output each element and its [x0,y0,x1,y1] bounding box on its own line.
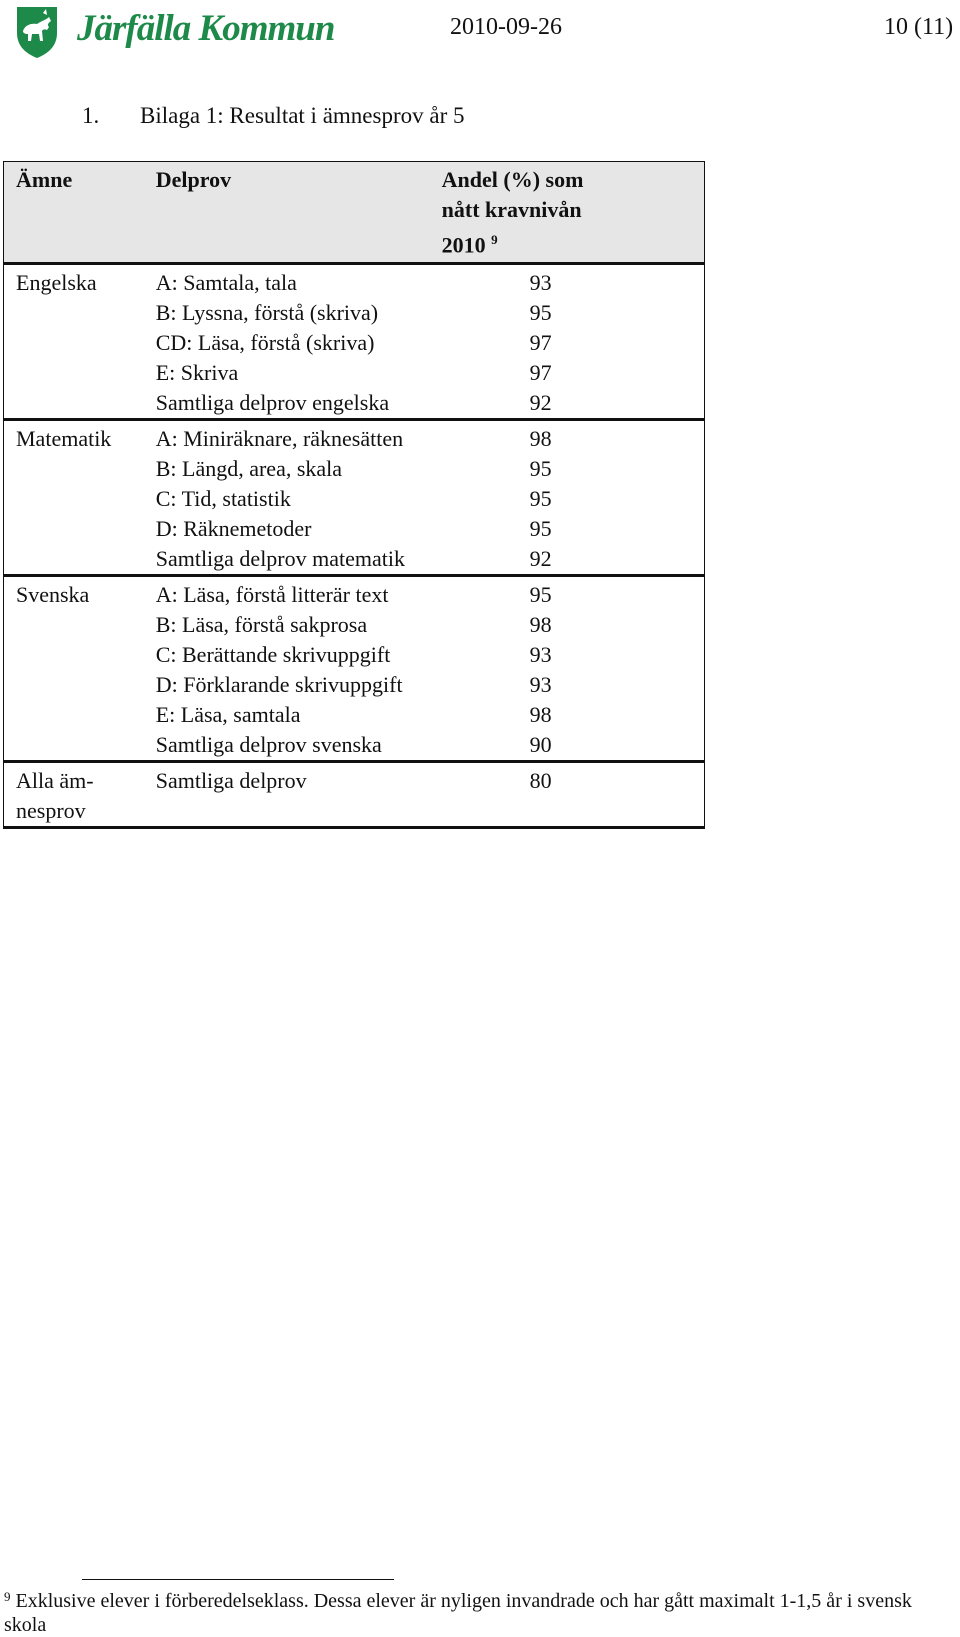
subtest-cell: C: Tid, statistik [155,486,291,512]
logo-wordmark: Järfälla Kommun [77,8,335,49]
subject-cell: Engelska [16,270,97,296]
subtest-cell: Samtliga delprov svenska [155,732,382,758]
share-header-line1: Andel (%) som [441,167,584,192]
table-row [4,264,705,299]
subtest-cell: D: Förklarande skrivuppgift [155,672,403,698]
value-cell: 93 [529,672,552,698]
table-row [4,762,705,828]
value-cell: 97 [529,360,552,386]
table-row [4,514,705,544]
table-header-row [4,162,705,264]
value-cell: 92 [529,390,552,416]
subtest-cell: A: Miniräknare, räknesätten [155,426,404,452]
share-header-line3: 2010 $^9$ [441,232,498,258]
footnote [4,1589,954,1637]
document-date: 2010-09-26 [450,14,562,40]
value-cell: 80 [529,768,552,794]
value-cell: 92 [529,546,552,572]
value-cell: 97 [529,330,552,356]
subject-cell: Svenska [16,582,90,608]
group-matematik [4,420,705,576]
subtest-cell: B: Längd, area, skala [155,456,343,482]
municipality-logo [13,3,335,61]
table-row [4,454,705,484]
group-svenska [4,576,705,762]
subtest-cell: CD: Läsa, förstå (skriva) [155,330,375,356]
subtest-cell: E: Skriva [155,360,239,386]
value-cell: 98 [529,426,552,452]
footnote-separator [82,1579,394,1580]
subtest-cell: B: Lyssna, förstå (skriva) [155,300,379,326]
page-header [0,0,960,64]
coat-of-arms-icon [13,3,61,59]
subtest-cell: C: Berättande skrivuppgift [155,642,391,668]
value-cell: 98 [529,702,552,728]
table-row [4,388,705,420]
table-row [4,576,705,611]
subtest-cell: B: Läsa, förstå sakprosa [155,612,368,638]
subtest-cell: D: Räknemetoder [155,516,312,542]
page-number: 10 (11) [884,14,954,40]
column-header-share [442,162,705,264]
group-engelska [4,264,705,420]
heading-number: 1. [82,103,100,128]
table-row [4,420,705,455]
value-cell: 95 [529,516,552,542]
subject-cell: Matematik [16,426,112,452]
subtest-cell: Samtliga delprov matematik [155,546,405,572]
table-row [4,298,705,328]
column-header-subject: Ämne [4,162,156,264]
heading-text: Bilaga 1: Resultat i ämnesprov år 5 [140,103,465,128]
subtest-cell: Samtliga delprov engelska [155,390,390,416]
table-row [4,640,705,670]
table-row [4,358,705,388]
group-alla-amnesprov [4,762,705,828]
column-header-subtest: Delprov [156,162,442,264]
table-row [4,610,705,640]
value-cell: 93 [529,270,552,296]
subtest-cell: A: Samtala, tala [155,270,297,296]
table-row [4,730,705,762]
value-cell: 93 [529,642,552,668]
subject-cell: Alla äm- nesprov [16,768,94,824]
value-cell: 98 [529,612,552,638]
subtest-cell: E: Läsa, samtala [155,702,301,728]
value-cell: 95 [529,582,552,608]
footnote-number: 9 [4,1589,11,1604]
table-row [4,328,705,358]
footnote-ref: 9 [491,232,498,247]
table-row [4,670,705,700]
results-table [3,161,705,829]
subtest-cell: Samtliga delprov [155,768,307,794]
value-cell: 90 [529,732,552,758]
section-heading [82,103,464,129]
table-header [4,162,705,264]
value-cell: 95 [529,300,552,326]
value-cell: 95 [529,486,552,512]
table-row [4,700,705,730]
share-header-line2: nått kravnivån [441,197,582,222]
value-cell: 95 [529,456,552,482]
table-row [4,544,705,576]
subtest-cell: A: Läsa, förstå litterär text [155,582,389,608]
table-row [4,484,705,514]
footnote-text: Exklusive elever i förberedelseklass. Dessa elever är nyligen invandrade och har gått maximalt 1-1,5 år i svensk skola [4,1590,912,1636]
